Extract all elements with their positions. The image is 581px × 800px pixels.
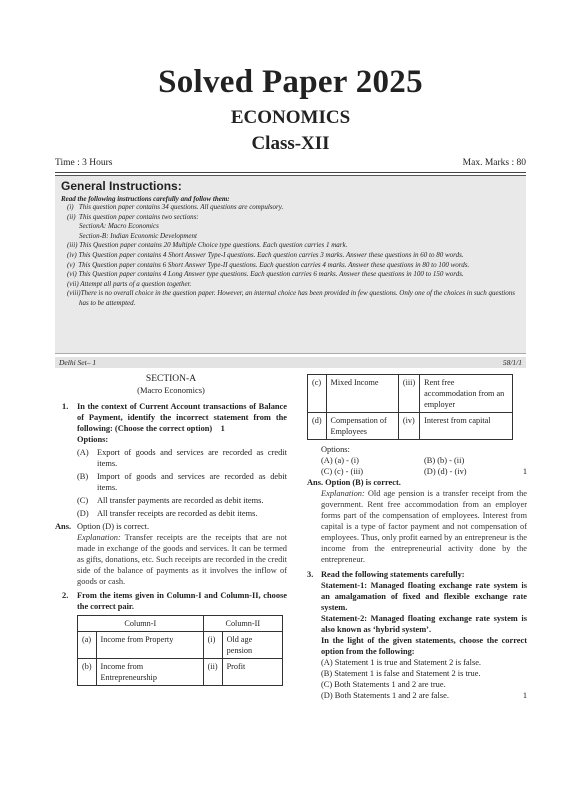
general-instructions <box>55 175 526 354</box>
option-c: (C) (c) - (iii) <box>321 467 364 476</box>
table-cell: (d) <box>308 413 327 440</box>
explanation-1 <box>55 532 287 587</box>
question-lead: In the light of the given statements, choose the correct option from the following: <box>321 636 527 656</box>
class-title: Class-XII <box>251 133 330 154</box>
left-column <box>55 374 287 686</box>
table-cell: (b) <box>78 659 97 686</box>
set-bar <box>55 357 526 368</box>
instruction-item: (iv) This Question paper contains 4 Short Answer Type-I questions. Each question carries 3 marks. Answer these questions in 60 to 80 words. <box>67 250 464 259</box>
instruction-subitem: Section-B: Indian Economic Development <box>79 231 197 240</box>
match-table-part1 <box>77 615 283 686</box>
column-1-header: Column-I <box>78 616 204 632</box>
column-2-header: Column-II <box>203 616 282 632</box>
statement-1: Statement-1: Managed floating exchange rate system is an amalgamation of fixed and flexible exchange rate system. <box>321 581 527 612</box>
table-row <box>308 413 513 440</box>
question-text: In the context of Current Account transactions of Balance of Payment, identify the incorrect statement from the following: (Choose the correct option) 1 <box>77 402 287 433</box>
option-text: Import of goods and services are recorded as debit items. <box>97 472 287 492</box>
time-label: Time : 3 Hours <box>55 158 113 168</box>
option-c <box>55 495 287 506</box>
option-c: (C) Both Statements 1 and 2 are true. <box>321 680 446 689</box>
instruction-item: (v) This Question paper contains 6 Short Answer Type-II questions. Each question carries 4 marks. Answer these questions in 80 to 100 words. <box>67 260 470 269</box>
question-3 <box>307 569 527 580</box>
option-b <box>55 471 287 493</box>
option-a: (A) Statement 1 is true and Statement 2 is false. <box>321 658 482 667</box>
option-letter: (B) <box>77 472 89 481</box>
set-code: 58/1/1 <box>502 358 522 367</box>
subject-title: ECONOMICS <box>230 107 351 128</box>
answer-1 <box>55 521 287 532</box>
section-title: SECTION-A <box>145 374 197 384</box>
instruction-item: (vii) Attempt all parts of a question together. <box>67 279 192 288</box>
right-column <box>307 374 527 701</box>
divider <box>55 172 526 173</box>
option-b: (B) (b) - (ii) <box>424 456 465 465</box>
instructions-lead: Read the following instructions carefully and follow them: <box>61 195 230 203</box>
statement-2: Statement-2: Managed floating exchange rate system is also known as ‘hybrid system’. <box>321 614 527 634</box>
options-label: Options: <box>321 445 350 454</box>
explanation-2 <box>307 488 527 565</box>
table-cell: Mixed Income <box>326 375 398 413</box>
options-grid <box>307 455 527 477</box>
table-cell: (ii) <box>203 659 222 686</box>
question-text: Read the following statements carefully: <box>321 570 465 579</box>
table-cell: Interest from capital <box>420 413 513 440</box>
table-cell: (i) <box>203 632 222 659</box>
option-text: Export of goods and services are recorded as credit items. <box>97 448 287 468</box>
question-number: 2. <box>62 591 69 600</box>
table-cell: Income from Entrepreneurship <box>96 659 203 686</box>
option-d-row <box>424 466 527 477</box>
option-d: (D) (d) - (iv) <box>424 467 467 476</box>
option-a: (A) (a) - (i) <box>321 456 359 465</box>
table-row <box>308 375 513 413</box>
option-letter: (C) <box>77 496 89 505</box>
answer-text: Option (D) is correct. <box>77 522 150 531</box>
answer-2: Ans. Option (B) is correct. <box>307 478 401 487</box>
question-2 <box>55 590 287 612</box>
table-cell: (a) <box>78 632 97 659</box>
marks: 1 <box>522 467 527 476</box>
table-cell: (iii) <box>398 375 419 413</box>
table-row <box>78 632 283 659</box>
question-1 <box>55 401 287 434</box>
option-d-row <box>307 690 527 701</box>
instructions-heading: General Instructions: <box>61 179 182 193</box>
set-label: Delhi Set– 1 <box>59 358 97 367</box>
options-label-text: Options: <box>77 435 109 444</box>
explanation-label: Explanation: <box>321 489 365 498</box>
option-d: (D) Both Statements 1 and 2 are false. <box>321 691 449 700</box>
explanation-text: Transfer receipts are the receipts that are not made in exchange of the goods and services. It can be termed as gifts, donations, etc. Such receipts are recorded in the credit side of the balance of payments as it involves the inflow of goods or cash. <box>77 533 287 586</box>
table-cell: (c) <box>308 375 327 413</box>
paper-title: Solved Paper 2025 <box>158 64 423 100</box>
option-letter: (D) <box>77 509 89 518</box>
marks: 1 <box>522 691 527 700</box>
table-cell: Profit <box>222 659 282 686</box>
option-text: All transfer receipts are recorded as debit items. <box>97 509 258 518</box>
match-table-part2 <box>307 374 513 440</box>
section-subtitle: (Macro Economics) <box>137 385 205 395</box>
instruction-item: (ii) This question paper contains two sections: <box>67 212 199 221</box>
option-b: (B) Statement 1 is false and Statement 2 is true. <box>321 669 481 678</box>
instruction-item: (viii)There is no overall choice in the question paper. However, an internal choice has been provided in few questions. Only one of the choices in such questions has to be attempted. <box>67 289 515 307</box>
option-text: All transfer payments are recorded as debit items. <box>97 496 264 505</box>
explanation-text: Old age pension is a transfer receipt from the government. Rent free accommodation from an employer forms part of the compensation of employees. Interest from capital is a type of factor payment and not compensation of employees. Thus, only profit earned by an entrepreneur is the income from the entrepreneurial activity done by the entrepreneur. <box>321 489 527 564</box>
option-letter: (A) <box>77 448 89 457</box>
table-cell: Compensation of Employees <box>326 413 398 440</box>
answer-label: Ans. <box>55 522 72 531</box>
table-cell: Rent free accommodation from an employer <box>420 375 513 413</box>
instruction-item: (vi) This Question paper contains 4 Long Answer type questions. Each question carries 6 marks. Answer these questions in 100 to 150 words. <box>67 270 464 279</box>
option-a <box>55 447 287 469</box>
table-cell: Old age pension <box>222 632 282 659</box>
table-cell: (iv) <box>398 413 419 440</box>
option-d <box>55 508 287 519</box>
table-cell: Income from Property <box>96 632 203 659</box>
explanation-label: Explanation: <box>77 533 121 542</box>
instruction-subitem: SectionA: Macro Economics <box>79 222 159 231</box>
instruction-item: (i) This question paper contains 34 questions. All questions are compulsory. <box>67 203 284 211</box>
question-number: 1. <box>62 402 69 411</box>
question-number: 3. <box>307 570 314 579</box>
table-row <box>78 659 283 686</box>
options-label <box>55 434 287 445</box>
question-text: From the items given in Column-I and Column-II, choose the correct pair. <box>77 591 287 611</box>
instruction-item: (iii) This Question paper contains 20 Multiple Choice type questions. Each question carries 1 mark. <box>67 241 348 250</box>
marks-label: Max. Marks : 80 <box>462 158 526 168</box>
